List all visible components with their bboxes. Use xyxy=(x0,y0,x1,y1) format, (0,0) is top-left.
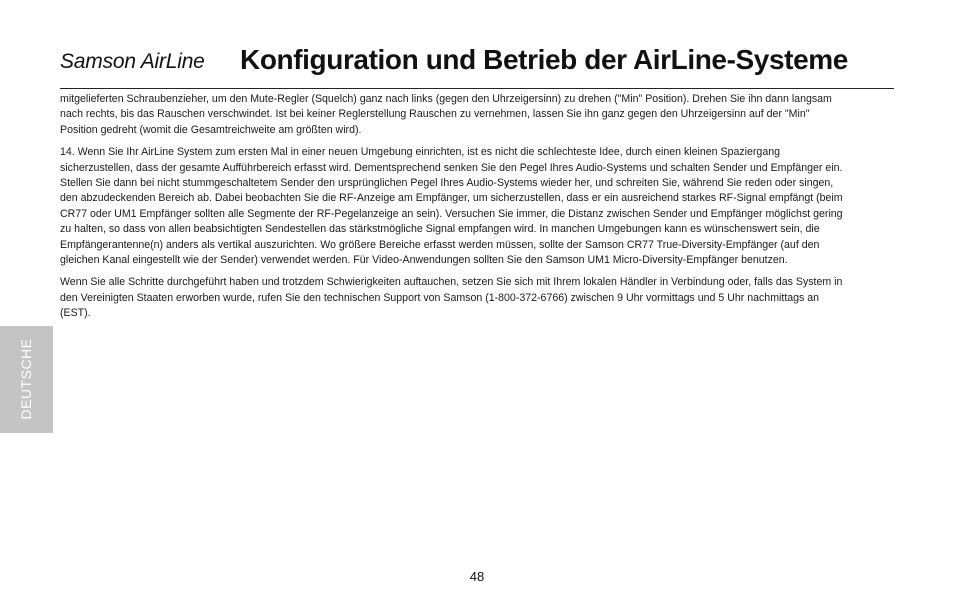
page-title: Konfiguration und Betrieb der AirLine-Systeme xyxy=(240,44,848,75)
paragraph-support: Wenn Sie alle Schritte durchgeführt haben und trotzdem Schwierigkeiten auftauchen, setzen Sie sich mit Ihrem lokalen Händler in Verbindung oder, falls das System in den Vereinigten Staaten erworben wurde, rufen Sie den technischen Support von Samson (1-800-372-6766) zwischen 9 Uhr vormittags und 5 Uhr nachmittags an (EST). xyxy=(60,276,843,320)
body-text xyxy=(60,92,846,329)
language-tab xyxy=(0,326,53,433)
title-divider xyxy=(60,88,894,89)
language-tab-label: DEUTSCHE xyxy=(18,338,34,420)
paragraph-step-14: 14. Wenn Sie Ihr AirLine System zum ersten Mal in einer neuen Umgebung einrichten, ist es nicht die schlechteste Idee, durch einen kleinen Spaziergang sicherzustellen, dass der gesamte Aufführbereich erfasst wird. Dementsprechend senken Sie den Pegel Ihres Audio-Systems und schalten Sender und Empfänger ein. Stellen Sie dann bei nicht stummgeschaltetem Sender den ursprünglichen Pegel Ihres Audio-Systems wieder her, und schreiten Sie, während Sie reden oder singen, den abzudeckenden Bereich ab. Dabei beobachten Sie die RF-Anzeige am Empfänger, um sicherzustellen, dass er ein ausreichend starkes RF-Signal empfängt (beim CR77 oder UM1 Empfänger sollten alle Segmente der RF-Pegelanzeige an sein). Versuchen Sie immer, die Distanz zwischen Sender und Empfänger möglichst gering zu halten, so dass von allen beabsichtigten Sendestellen das stärkstmögliche Signal empfangen wird. In manchen Umgebungen kann es wünschenswert sein, die Empfängerantenne(n) anders als vertikal auszurichten. Wo größere Bereiche erfasst werden müssen, sollte der Samson CR77 True-Diversity-Empfänger (auf den gleichen Kanal eingestellt wie der Sender) verwendet werden. Für Video-Anwendungen sollten Sie den Samson UM1 Micro-Diversity-Empfänger benutzen. xyxy=(60,146,843,267)
paragraph-squelch: mitgelieferten Schraubenzieher, um den Mute-Regler (Squelch) ganz nach links (gegen den Uhrzeigersinn) zu drehen ("Min" Position). Drehen Sie ihn dann langsam nach rechts, bis das Rauschen verschwindet. Ist bei keiner Reglerstellung Rauschen zu vernehmen, lassen Sie ihn ganz gegen den Uhrzeigersinn auf der "Min" Position gedreht (womit die Gesamtreichweite am größten wird). xyxy=(60,93,832,136)
brand-name: Samson AirLine xyxy=(60,50,205,73)
page-number: 48 xyxy=(469,569,485,584)
